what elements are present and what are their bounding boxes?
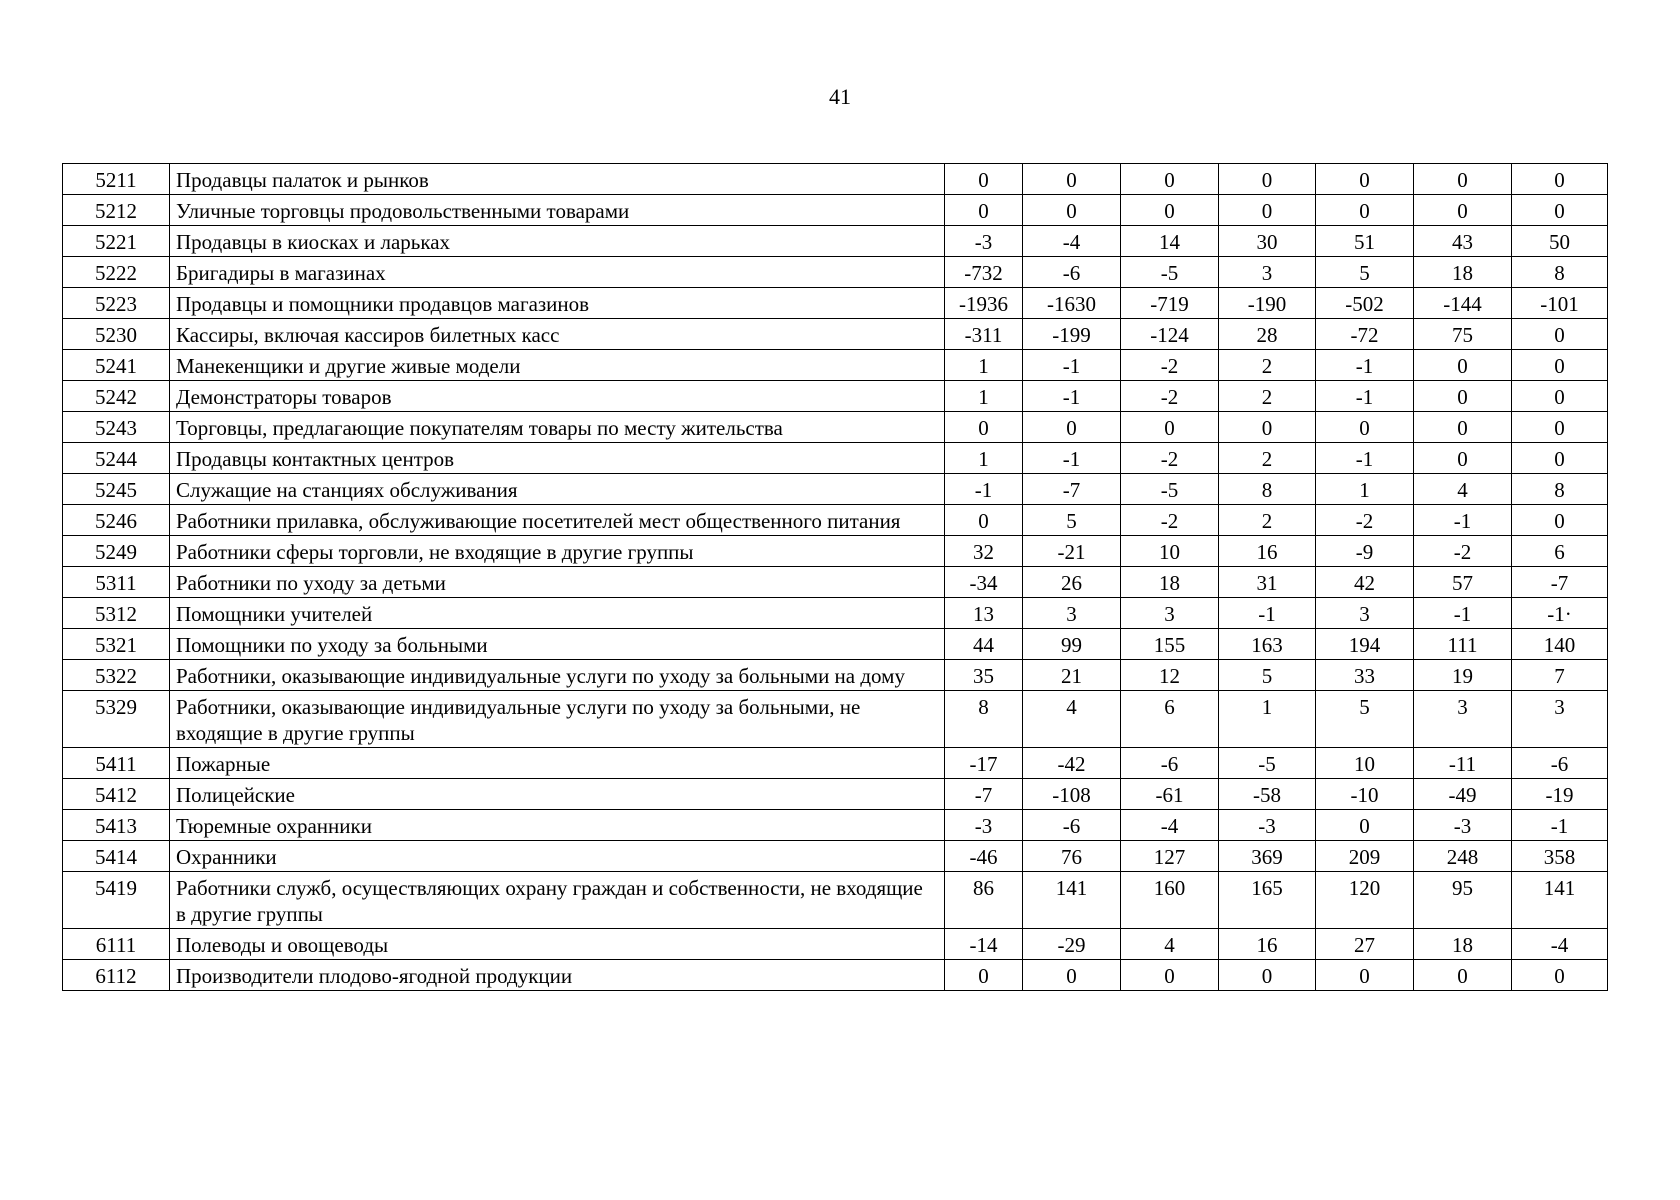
value-cell: 0 bbox=[945, 412, 1023, 443]
value-cell: 155 bbox=[1121, 629, 1219, 660]
table-row bbox=[63, 810, 1608, 841]
occupation-code-cell: 6112 bbox=[63, 960, 170, 991]
value-cell: 86 bbox=[945, 872, 1023, 929]
value-cell: 1 bbox=[1219, 691, 1316, 748]
value-cell: 5 bbox=[1316, 257, 1414, 288]
value-cell: 57 bbox=[1414, 567, 1512, 598]
value-cell: -1630 bbox=[1023, 288, 1121, 319]
value-cell: -34 bbox=[945, 567, 1023, 598]
occupation-name-cell: Кассиры, включая кассиров билетных касс bbox=[170, 319, 945, 350]
value-cell: 32 bbox=[945, 536, 1023, 567]
value-cell: 0 bbox=[945, 960, 1023, 991]
value-cell: -1 bbox=[1316, 350, 1414, 381]
value-cell: -4 bbox=[1121, 810, 1219, 841]
value-cell: 43 bbox=[1414, 226, 1512, 257]
value-cell: 127 bbox=[1121, 841, 1219, 872]
value-cell: 3 bbox=[1316, 598, 1414, 629]
value-cell: 0 bbox=[1414, 350, 1512, 381]
value-cell: -124 bbox=[1121, 319, 1219, 350]
value-cell: 1 bbox=[945, 381, 1023, 412]
value-cell: 0 bbox=[1219, 412, 1316, 443]
value-cell: 1 bbox=[945, 350, 1023, 381]
value-cell: 165 bbox=[1219, 872, 1316, 929]
table-row bbox=[63, 257, 1608, 288]
occupation-name-cell: Уличные торговцы продовольственными товарами bbox=[170, 195, 945, 226]
table-row bbox=[63, 381, 1608, 412]
value-cell: 0 bbox=[1219, 164, 1316, 195]
occupation-code-cell: 5246 bbox=[63, 505, 170, 536]
occupation-name-cell: Производители плодово-ягодной продукции bbox=[170, 960, 945, 991]
value-cell: -9 bbox=[1316, 536, 1414, 567]
value-cell: -58 bbox=[1219, 779, 1316, 810]
value-cell: 8 bbox=[1512, 474, 1608, 505]
occupation-code-cell: 5243 bbox=[63, 412, 170, 443]
value-cell: 5 bbox=[1023, 505, 1121, 536]
value-cell: 3 bbox=[1219, 257, 1316, 288]
value-cell: -2 bbox=[1121, 505, 1219, 536]
occupation-name-cell: Служащие на станциях обслуживания bbox=[170, 474, 945, 505]
value-cell: 0 bbox=[1414, 412, 1512, 443]
table-row bbox=[63, 474, 1608, 505]
value-cell: 0 bbox=[1023, 164, 1121, 195]
value-cell: 18 bbox=[1414, 929, 1512, 960]
value-cell: -108 bbox=[1023, 779, 1121, 810]
value-cell: -11 bbox=[1414, 748, 1512, 779]
value-cell: 42 bbox=[1316, 567, 1414, 598]
value-cell: 0 bbox=[1512, 505, 1608, 536]
occupation-name-cell: Полицейские bbox=[170, 779, 945, 810]
value-cell: 369 bbox=[1219, 841, 1316, 872]
value-cell: 0 bbox=[1316, 164, 1414, 195]
value-cell: 0 bbox=[1121, 164, 1219, 195]
occupation-name-cell: Работники, оказывающие индивидуальные услуги по уходу за больными, не входящие в другие группы bbox=[170, 691, 945, 748]
value-cell: -29 bbox=[1023, 929, 1121, 960]
value-cell: 0 bbox=[1023, 960, 1121, 991]
table-row bbox=[63, 443, 1608, 474]
occupation-name-cell: Продавцы палаток и рынков bbox=[170, 164, 945, 195]
page-number: 41 bbox=[829, 84, 851, 109]
value-cell: 50 bbox=[1512, 226, 1608, 257]
value-cell: 18 bbox=[1121, 567, 1219, 598]
value-cell: 194 bbox=[1316, 629, 1414, 660]
value-cell: 16 bbox=[1219, 536, 1316, 567]
value-cell: 18 bbox=[1414, 257, 1512, 288]
value-cell: 7 bbox=[1512, 660, 1608, 691]
occupation-name-cell: Помощники учителей bbox=[170, 598, 945, 629]
value-cell: 163 bbox=[1219, 629, 1316, 660]
occupation-code-cell: 5212 bbox=[63, 195, 170, 226]
value-cell: 99 bbox=[1023, 629, 1121, 660]
value-cell: -7 bbox=[1023, 474, 1121, 505]
occupation-name-cell: Демонстраторы товаров bbox=[170, 381, 945, 412]
value-cell: 75 bbox=[1414, 319, 1512, 350]
value-cell: -6 bbox=[1023, 810, 1121, 841]
value-cell: -6 bbox=[1512, 748, 1608, 779]
value-cell: 358 bbox=[1512, 841, 1608, 872]
value-cell: -1 bbox=[1023, 443, 1121, 474]
value-cell: -2 bbox=[1121, 350, 1219, 381]
occupation-code-cell: 5249 bbox=[63, 536, 170, 567]
occupation-code-cell: 5329 bbox=[63, 691, 170, 748]
value-cell: 141 bbox=[1512, 872, 1608, 929]
table-row bbox=[63, 960, 1608, 991]
occupation-name-cell: Тюремные охранники bbox=[170, 810, 945, 841]
value-cell: 19 bbox=[1414, 660, 1512, 691]
value-cell: 4 bbox=[1414, 474, 1512, 505]
value-cell: -72 bbox=[1316, 319, 1414, 350]
value-cell: 140 bbox=[1512, 629, 1608, 660]
table-row bbox=[63, 841, 1608, 872]
value-cell: -46 bbox=[945, 841, 1023, 872]
value-cell: 10 bbox=[1121, 536, 1219, 567]
value-cell: 2 bbox=[1219, 505, 1316, 536]
value-cell: -5 bbox=[1121, 257, 1219, 288]
value-cell: 0 bbox=[1414, 960, 1512, 991]
value-cell: 0 bbox=[1121, 412, 1219, 443]
occupation-code-cell: 5414 bbox=[63, 841, 170, 872]
value-cell: -1 bbox=[1219, 598, 1316, 629]
value-cell: -101 bbox=[1512, 288, 1608, 319]
value-cell: 5 bbox=[1219, 660, 1316, 691]
value-cell: 248 bbox=[1414, 841, 1512, 872]
occupation-code-cell: 5211 bbox=[63, 164, 170, 195]
occupation-code-cell: 5311 bbox=[63, 567, 170, 598]
occupation-code-cell: 5245 bbox=[63, 474, 170, 505]
value-cell: 26 bbox=[1023, 567, 1121, 598]
occupation-code-cell: 5321 bbox=[63, 629, 170, 660]
value-cell: -2 bbox=[1414, 536, 1512, 567]
value-cell: -7 bbox=[945, 779, 1023, 810]
value-cell: -3 bbox=[1414, 810, 1512, 841]
value-cell: 3 bbox=[1512, 691, 1608, 748]
value-cell: 0 bbox=[1121, 960, 1219, 991]
table-row bbox=[63, 779, 1608, 810]
occupation-code-cell: 6111 bbox=[63, 929, 170, 960]
value-cell: 0 bbox=[1316, 412, 1414, 443]
value-cell: -2 bbox=[1316, 505, 1414, 536]
value-cell: 0 bbox=[1219, 195, 1316, 226]
value-cell: 0 bbox=[945, 505, 1023, 536]
table-row bbox=[63, 872, 1608, 929]
value-cell: 0 bbox=[1512, 960, 1608, 991]
value-cell: 3 bbox=[1023, 598, 1121, 629]
occupation-code-cell: 5221 bbox=[63, 226, 170, 257]
value-cell: 35 bbox=[945, 660, 1023, 691]
value-cell: -199 bbox=[1023, 319, 1121, 350]
occupation-name-cell: Манекенщики и другие живые модели bbox=[170, 350, 945, 381]
table-row bbox=[63, 288, 1608, 319]
value-cell: 16 bbox=[1219, 929, 1316, 960]
occupation-name-cell: Полеводы и овощеводы bbox=[170, 929, 945, 960]
value-cell: 0 bbox=[1316, 810, 1414, 841]
value-cell: 0 bbox=[1023, 195, 1121, 226]
value-cell: -3 bbox=[945, 226, 1023, 257]
occupation-code-cell: 5222 bbox=[63, 257, 170, 288]
value-cell: 0 bbox=[1512, 195, 1608, 226]
table-row bbox=[63, 691, 1608, 748]
value-cell: 0 bbox=[945, 164, 1023, 195]
occupation-code-cell: 5242 bbox=[63, 381, 170, 412]
value-cell: 1 bbox=[1316, 474, 1414, 505]
table-row bbox=[63, 319, 1608, 350]
value-cell: 0 bbox=[1414, 164, 1512, 195]
value-cell: 0 bbox=[1316, 960, 1414, 991]
value-cell: -311 bbox=[945, 319, 1023, 350]
value-cell: -1 bbox=[1316, 381, 1414, 412]
occupation-code-cell: 5419 bbox=[63, 872, 170, 929]
value-cell: -19 bbox=[1512, 779, 1608, 810]
value-cell: 33 bbox=[1316, 660, 1414, 691]
table-row bbox=[63, 412, 1608, 443]
occupation-code-cell: 5413 bbox=[63, 810, 170, 841]
value-cell: 2 bbox=[1219, 381, 1316, 412]
value-cell: 0 bbox=[1512, 381, 1608, 412]
table-row bbox=[63, 567, 1608, 598]
value-cell: -10 bbox=[1316, 779, 1414, 810]
occupation-name-cell: Работники служб, осуществляющих охрану граждан и собственности, не входящие в другие группы bbox=[170, 872, 945, 929]
value-cell: 0 bbox=[1414, 195, 1512, 226]
value-cell: 12 bbox=[1121, 660, 1219, 691]
value-cell: 2 bbox=[1219, 443, 1316, 474]
value-cell: 8 bbox=[1512, 257, 1608, 288]
value-cell: -2 bbox=[1121, 443, 1219, 474]
value-cell: -5 bbox=[1121, 474, 1219, 505]
table-row bbox=[63, 660, 1608, 691]
value-cell: 31 bbox=[1219, 567, 1316, 598]
value-cell: -17 bbox=[945, 748, 1023, 779]
value-cell: 0 bbox=[1512, 350, 1608, 381]
value-cell: 21 bbox=[1023, 660, 1121, 691]
value-cell: -4 bbox=[1023, 226, 1121, 257]
value-cell: 0 bbox=[1414, 381, 1512, 412]
table-row bbox=[63, 350, 1608, 381]
value-cell: -6 bbox=[1023, 257, 1121, 288]
value-cell: -42 bbox=[1023, 748, 1121, 779]
occupation-code-cell: 5241 bbox=[63, 350, 170, 381]
value-cell: 14 bbox=[1121, 226, 1219, 257]
value-cell: 6 bbox=[1121, 691, 1219, 748]
value-cell: -1 bbox=[1316, 443, 1414, 474]
value-cell: 44 bbox=[945, 629, 1023, 660]
table-row bbox=[63, 629, 1608, 660]
value-cell: -61 bbox=[1121, 779, 1219, 810]
value-cell: -21 bbox=[1023, 536, 1121, 567]
value-cell: 0 bbox=[1512, 412, 1608, 443]
value-cell: 6 bbox=[1512, 536, 1608, 567]
value-cell: 76 bbox=[1023, 841, 1121, 872]
occupation-name-cell: Работники, оказывающие индивидуальные услуги по уходу за больными на дому bbox=[170, 660, 945, 691]
value-cell: 209 bbox=[1316, 841, 1414, 872]
value-cell: -3 bbox=[1219, 810, 1316, 841]
value-cell: -1 bbox=[1414, 598, 1512, 629]
value-cell: 4 bbox=[1023, 691, 1121, 748]
table-row bbox=[63, 195, 1608, 226]
occupation-name-cell: Бригадиры в магазинах bbox=[170, 257, 945, 288]
occupation-code-cell: 5411 bbox=[63, 748, 170, 779]
occupation-code-cell: 5312 bbox=[63, 598, 170, 629]
value-cell: -2 bbox=[1121, 381, 1219, 412]
value-cell: 27 bbox=[1316, 929, 1414, 960]
occupation-table bbox=[62, 163, 1608, 991]
occupation-code-cell: 5322 bbox=[63, 660, 170, 691]
value-cell: 0 bbox=[1023, 412, 1121, 443]
value-cell: -1 bbox=[1023, 381, 1121, 412]
value-cell: 3 bbox=[1121, 598, 1219, 629]
value-cell: 4 bbox=[1121, 929, 1219, 960]
value-cell: -719 bbox=[1121, 288, 1219, 319]
occupation-name-cell: Продавцы контактных центров bbox=[170, 443, 945, 474]
value-cell: -14 bbox=[945, 929, 1023, 960]
value-cell: -1 bbox=[945, 474, 1023, 505]
value-cell: -732 bbox=[945, 257, 1023, 288]
occupation-code-cell: 5223 bbox=[63, 288, 170, 319]
occupation-code-cell: 5244 bbox=[63, 443, 170, 474]
value-cell: -3 bbox=[945, 810, 1023, 841]
occupation-name-cell: Торговцы, предлагающие покупателям товары по месту жительства bbox=[170, 412, 945, 443]
value-cell: 30 bbox=[1219, 226, 1316, 257]
table-body bbox=[63, 164, 1608, 991]
value-cell: 1 bbox=[945, 443, 1023, 474]
table-row bbox=[63, 226, 1608, 257]
value-cell: 120 bbox=[1316, 872, 1414, 929]
value-cell: 95 bbox=[1414, 872, 1512, 929]
value-cell: 111 bbox=[1414, 629, 1512, 660]
value-cell: 2 bbox=[1219, 350, 1316, 381]
value-cell: 0 bbox=[1512, 443, 1608, 474]
value-cell: -1 bbox=[1414, 505, 1512, 536]
occupation-name-cell: Пожарные bbox=[170, 748, 945, 779]
table-row bbox=[63, 598, 1608, 629]
value-cell: 0 bbox=[1316, 195, 1414, 226]
value-cell: 51 bbox=[1316, 226, 1414, 257]
value-cell: 28 bbox=[1219, 319, 1316, 350]
occupation-name-cell: Работники сферы торговли, не входящие в другие группы bbox=[170, 536, 945, 567]
occupation-code-cell: 5230 bbox=[63, 319, 170, 350]
occupation-name-cell: Работники прилавка, обслуживающие посетителей мест общественного питания bbox=[170, 505, 945, 536]
value-cell: -6 bbox=[1121, 748, 1219, 779]
value-cell: -1· bbox=[1512, 598, 1608, 629]
table-row bbox=[63, 505, 1608, 536]
occupation-name-cell: Помощники по уходу за больными bbox=[170, 629, 945, 660]
value-cell: -1 bbox=[1023, 350, 1121, 381]
value-cell: 10 bbox=[1316, 748, 1414, 779]
value-cell: 0 bbox=[1121, 195, 1219, 226]
occupation-code-cell: 5412 bbox=[63, 779, 170, 810]
value-cell: 8 bbox=[945, 691, 1023, 748]
value-cell: 141 bbox=[1023, 872, 1121, 929]
table-row bbox=[63, 536, 1608, 567]
value-cell: 8 bbox=[1219, 474, 1316, 505]
value-cell: 160 bbox=[1121, 872, 1219, 929]
value-cell: -7 bbox=[1512, 567, 1608, 598]
value-cell: 5 bbox=[1316, 691, 1414, 748]
value-cell: -190 bbox=[1219, 288, 1316, 319]
value-cell: -1936 bbox=[945, 288, 1023, 319]
value-cell: -4 bbox=[1512, 929, 1608, 960]
table-row bbox=[63, 164, 1608, 195]
value-cell: 0 bbox=[1512, 164, 1608, 195]
value-cell: 0 bbox=[1512, 319, 1608, 350]
table-row bbox=[63, 929, 1608, 960]
table-row bbox=[63, 748, 1608, 779]
value-cell: 0 bbox=[1414, 443, 1512, 474]
occupation-name-cell: Продавцы в киосках и ларьках bbox=[170, 226, 945, 257]
value-cell: -502 bbox=[1316, 288, 1414, 319]
occupation-name-cell: Работники по уходу за детьми bbox=[170, 567, 945, 598]
value-cell: -5 bbox=[1219, 748, 1316, 779]
occupation-name-cell: Охранники bbox=[170, 841, 945, 872]
value-cell: 0 bbox=[1219, 960, 1316, 991]
value-cell: 0 bbox=[945, 195, 1023, 226]
value-cell: -49 bbox=[1414, 779, 1512, 810]
occupation-name-cell: Продавцы и помощники продавцов магазинов bbox=[170, 288, 945, 319]
value-cell: -144 bbox=[1414, 288, 1512, 319]
value-cell: -1 bbox=[1512, 810, 1608, 841]
value-cell: 13 bbox=[945, 598, 1023, 629]
value-cell: 3 bbox=[1414, 691, 1512, 748]
